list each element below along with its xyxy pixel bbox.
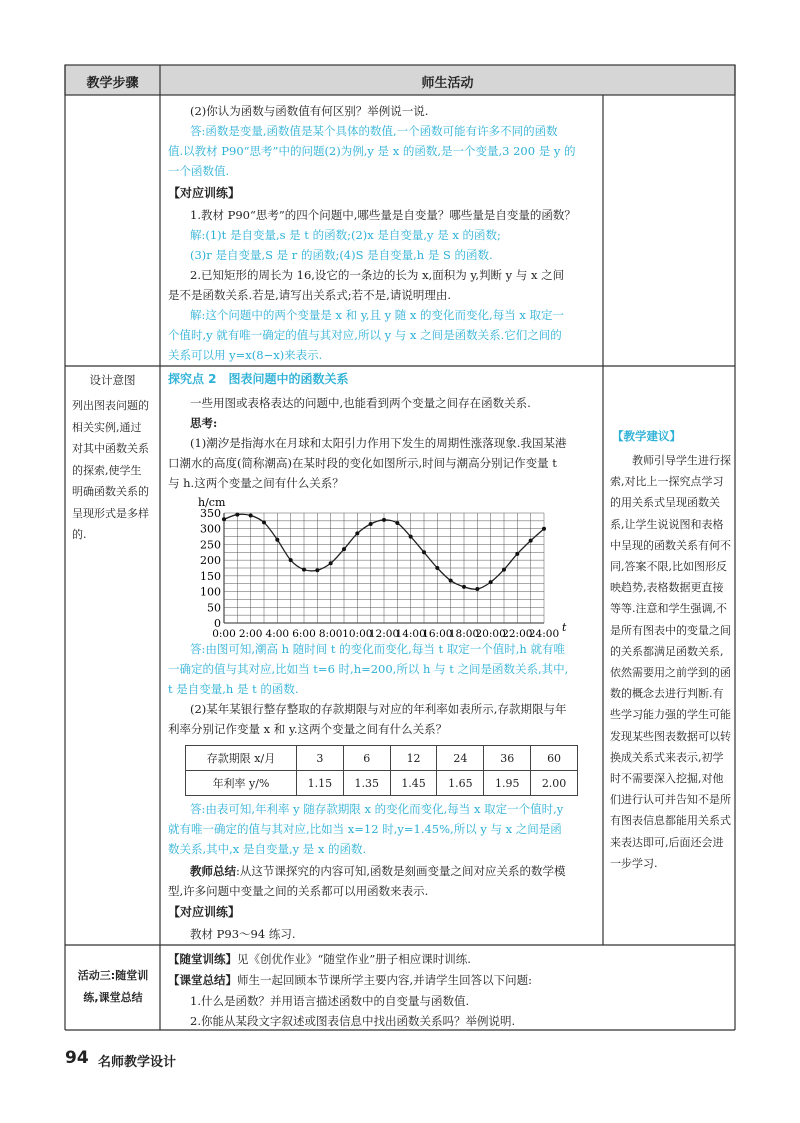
answer-line: 一个函数值.: [168, 164, 230, 178]
data-point: [462, 585, 466, 589]
book-title: 名师教学设计: [98, 1055, 177, 1070]
x-tick-label: 10:00: [342, 628, 373, 640]
table-cell: 1.65: [437, 771, 484, 796]
rate-table: [185, 745, 578, 796]
data-point: [235, 513, 239, 517]
data-point: [222, 517, 226, 521]
question-2: (2)你认为函数与函数值有何区别？举例说一说.: [190, 104, 429, 118]
intro-text: 一些用图或表格表达的问题中,也能看到两个变量之间存在函数关系.: [190, 396, 531, 410]
data-point: [542, 527, 546, 531]
x-tick-label: 18:00: [448, 628, 480, 640]
x-tick-label: 14:00: [395, 628, 426, 640]
question-1-cont: 与 h.这两个变量之间有什么关系？: [168, 476, 344, 490]
training-item-1: 1.教材 P90“思考”的四个问题中,哪些量是自变量？哪些量是自变量的函数？: [190, 208, 576, 222]
question-2b-cont: 利率分别记作变量 x 和 y.这两个变量之间有什么关系？: [168, 722, 448, 736]
table-row: [186, 771, 578, 796]
practice-line: [168, 950, 471, 968]
answer-line: t 是自变量,h 是 t 的函数.: [168, 682, 299, 696]
answer-line: 解:(1)t 是自变量,s 是 t 的函数;(2)x 是自变量,y 是 x 的函数;: [190, 228, 501, 242]
think-label: 思考:: [190, 416, 218, 430]
teacher-summary-cont: 型,许多问题中变量之间的关系都可以用函数来表示.: [168, 884, 429, 898]
summary-text: 师生一起回顾本节课所学主要内容,并请学生回答以下问题:: [237, 973, 533, 987]
question-1-cont: 口潮水的高度(简称潮高)在某时段的变化如图所示,时间与潮高分别记作变量 t: [168, 456, 557, 470]
table-row: [186, 746, 578, 771]
data-point: [489, 580, 493, 584]
table-cell: 12: [390, 746, 437, 771]
design-title: 设计意图: [89, 373, 136, 387]
table-cell: 36: [484, 746, 531, 771]
x-axis-label: t: [562, 621, 567, 634]
question-2b: (2)某年某银行整存整取的存款期限与对应的年利率如表所示,存款期限与年: [190, 702, 567, 716]
x-tick-label: 16:00: [422, 628, 453, 640]
data-point: [515, 552, 519, 556]
x-tick-label: 22:00: [502, 628, 533, 640]
y-tick-label: 0: [214, 617, 221, 630]
teacher-summary-label: 教师总结: [190, 864, 236, 878]
training-title: 【对应训练】: [168, 905, 241, 919]
table-cell: 1.95: [484, 771, 531, 796]
data-point: [382, 518, 386, 522]
header-steps: 教学步骤: [86, 76, 139, 91]
x-tick-label: 12:00: [368, 628, 400, 640]
table-cell: 6: [343, 746, 390, 771]
data-point: [315, 568, 319, 572]
data-point: [449, 579, 453, 583]
data-point: [262, 520, 266, 524]
training-item-2-cont: 是不是函数关系.若是,请写出关系式;若不是,请说明理由.: [168, 288, 451, 302]
page-number: 94: [65, 1048, 89, 1068]
data-point: [329, 561, 333, 565]
activity3-title-line: 活动三:随堂训: [77, 969, 149, 982]
y-tick-label: 300: [200, 522, 221, 536]
data-point: [502, 568, 506, 572]
design-text: 列出图表问题的相关实例,通过对其中函数关系的探索,使学生明确函数关系的呈现形式是多样的.: [72, 399, 149, 541]
data-point: [355, 531, 359, 535]
table-cell: 2.00: [531, 771, 578, 796]
table-cell: 60: [531, 746, 578, 771]
suggest-text: 教师引导学生进行探索,对比上一探究点学习的用关系式呈现函数关系,让学生说说图和表格中呈现的函数关系有何不同,答案不限,比如图形反映趋势,表格数据更直接等等.注意和学生强调,不是所有图表中的变量之间的关系都满足函数关系,依然需要用之前学到的函数的概念去进行判断.有些学习能力强的学生可能发现某些图表数据可以转换成关系式来表示,初学时不需要深入挖掘,对他们进行认可并告知不是所有图表信息都能用关系式来表达即可,后面还会进一步学习.: [610, 454, 731, 870]
teacher-summary: [190, 862, 566, 880]
table-cell: 24: [437, 746, 484, 771]
tide-chart: [190, 493, 580, 643]
summary-question-2: 2.你能从某段文字叙述或图表信息中找出函数关系吗？举例说明.: [190, 1014, 516, 1028]
x-tick-label: 24:00: [528, 628, 560, 640]
training-title: 【对应训练】: [168, 186, 241, 200]
data-point: [275, 538, 279, 542]
summary-line: [168, 971, 532, 989]
practice-text: 见《创优作业》“随堂作业”册子相应课时训练.: [237, 952, 471, 966]
table-cell: 1.35: [343, 771, 390, 796]
x-tick-label: 0:00: [212, 628, 236, 640]
teacher-summary-text: :从这节课探究的内容可知,函数是刻画变量之间对应关系的数学模: [236, 864, 566, 878]
training-item-2: 2.已知矩形的周长为 16,设它的一条边的长为 x,面积为 y,判断 y 与 x 之间: [190, 268, 565, 282]
y-tick-label: 350: [200, 507, 221, 520]
data-point: [302, 568, 306, 572]
y-tick-label: 100: [200, 585, 221, 599]
answer-line: 数关系,其中,x 是自变量,y 是 x 的函数.: [168, 842, 367, 856]
x-tick-label: 20:00: [475, 628, 506, 640]
x-tick-label: 6:00: [292, 628, 316, 640]
data-point: [435, 566, 439, 570]
answer-line: 值.以教材 P90“思考”中的问题(2)为例,y 是 x 的函数,是一个变量,3 200 是 y 的: [168, 144, 576, 158]
data-point: [422, 550, 426, 554]
practice-title: 【随堂训练】: [168, 952, 237, 966]
data-point: [475, 587, 479, 591]
y-tick-label: 200: [200, 554, 221, 568]
answer-line: 答:由图可知,潮高 h 随时间 t 的变化而变化,每当 t 取定一个值时,h 就有唯: [190, 642, 565, 656]
table-cell: 3: [297, 746, 344, 771]
summary-title: 【课堂总结】: [168, 973, 237, 987]
y-axis-label: h/cm: [198, 496, 226, 509]
activity3-title-line: 练,课堂总结: [83, 991, 143, 1004]
data-point: [249, 514, 253, 518]
table-cell: 1.15: [297, 771, 344, 796]
suggest-title: 【教学建议】: [612, 429, 681, 443]
data-point: [342, 547, 346, 551]
x-tick-label: 8:00: [318, 628, 343, 640]
training-text: 教材 P93～94 练习.: [190, 927, 296, 941]
summary-question-1: 1.什么是函数？并用语言描述函数中的自变量与函数值.: [190, 994, 470, 1008]
answer-line: 答:函数是变量,函数值是某个具体的数值,一个函数可能有许多不同的函数: [190, 124, 558, 138]
y-tick-label: 150: [200, 569, 221, 583]
answer-line: 答:由表可知,年利率 y 随存款期限 x 的变化而变化,每当 x 取定一个值时,y: [190, 802, 564, 816]
answer-line: (3)r 是自变量,S 是 r 的函数;(4)S 是自变量,h 是 S 的函数.: [190, 248, 493, 262]
question-1: (1)潮汐是指海水在月球和太阳引力作用下发生的周期性涨落现象.我国某港: [190, 436, 567, 450]
answer-line: 一确定的值与其对应,比如当 t=6 时,h=200,所以 h 与 t 之间是函数关系,其中,: [168, 662, 569, 676]
answer-line: 就有唯一确定的值与其对应,比如当 x=12 时,y=1.45%,所以 y 与 x 之间是函: [168, 822, 562, 836]
data-point: [409, 535, 413, 539]
table-cell: 存款期限 x/月: [186, 746, 297, 771]
x-tick-label: 2:00: [238, 628, 263, 640]
header-activities: 师生活动: [421, 76, 474, 91]
data-point: [395, 521, 399, 525]
x-tick-label: 4:00: [265, 628, 290, 640]
y-tick-label: 50: [207, 601, 221, 615]
y-tick-label: 250: [200, 538, 221, 552]
data-point: [289, 558, 293, 562]
data-point: [369, 522, 373, 526]
activity3-title: [68, 965, 158, 1009]
data-point: [529, 539, 533, 543]
answer-line: 关系可以用 y=x(8−x)来表示.: [168, 348, 323, 362]
table-cell: 1.45: [390, 771, 437, 796]
table-cell: 年利率 y/%: [186, 771, 297, 796]
answer-line: 解:这个问题中的两个变量是 x 和 y,且 y 随 x 的变化而变化,每当 x 取定一: [190, 308, 565, 322]
section-title: 探究点 2 图表问题中的函数关系: [168, 372, 349, 386]
answer-line: 个值时,y 就有唯一确定的值与其对应,所以 y 与 x 之间是函数关系.它们之间的: [168, 328, 562, 342]
